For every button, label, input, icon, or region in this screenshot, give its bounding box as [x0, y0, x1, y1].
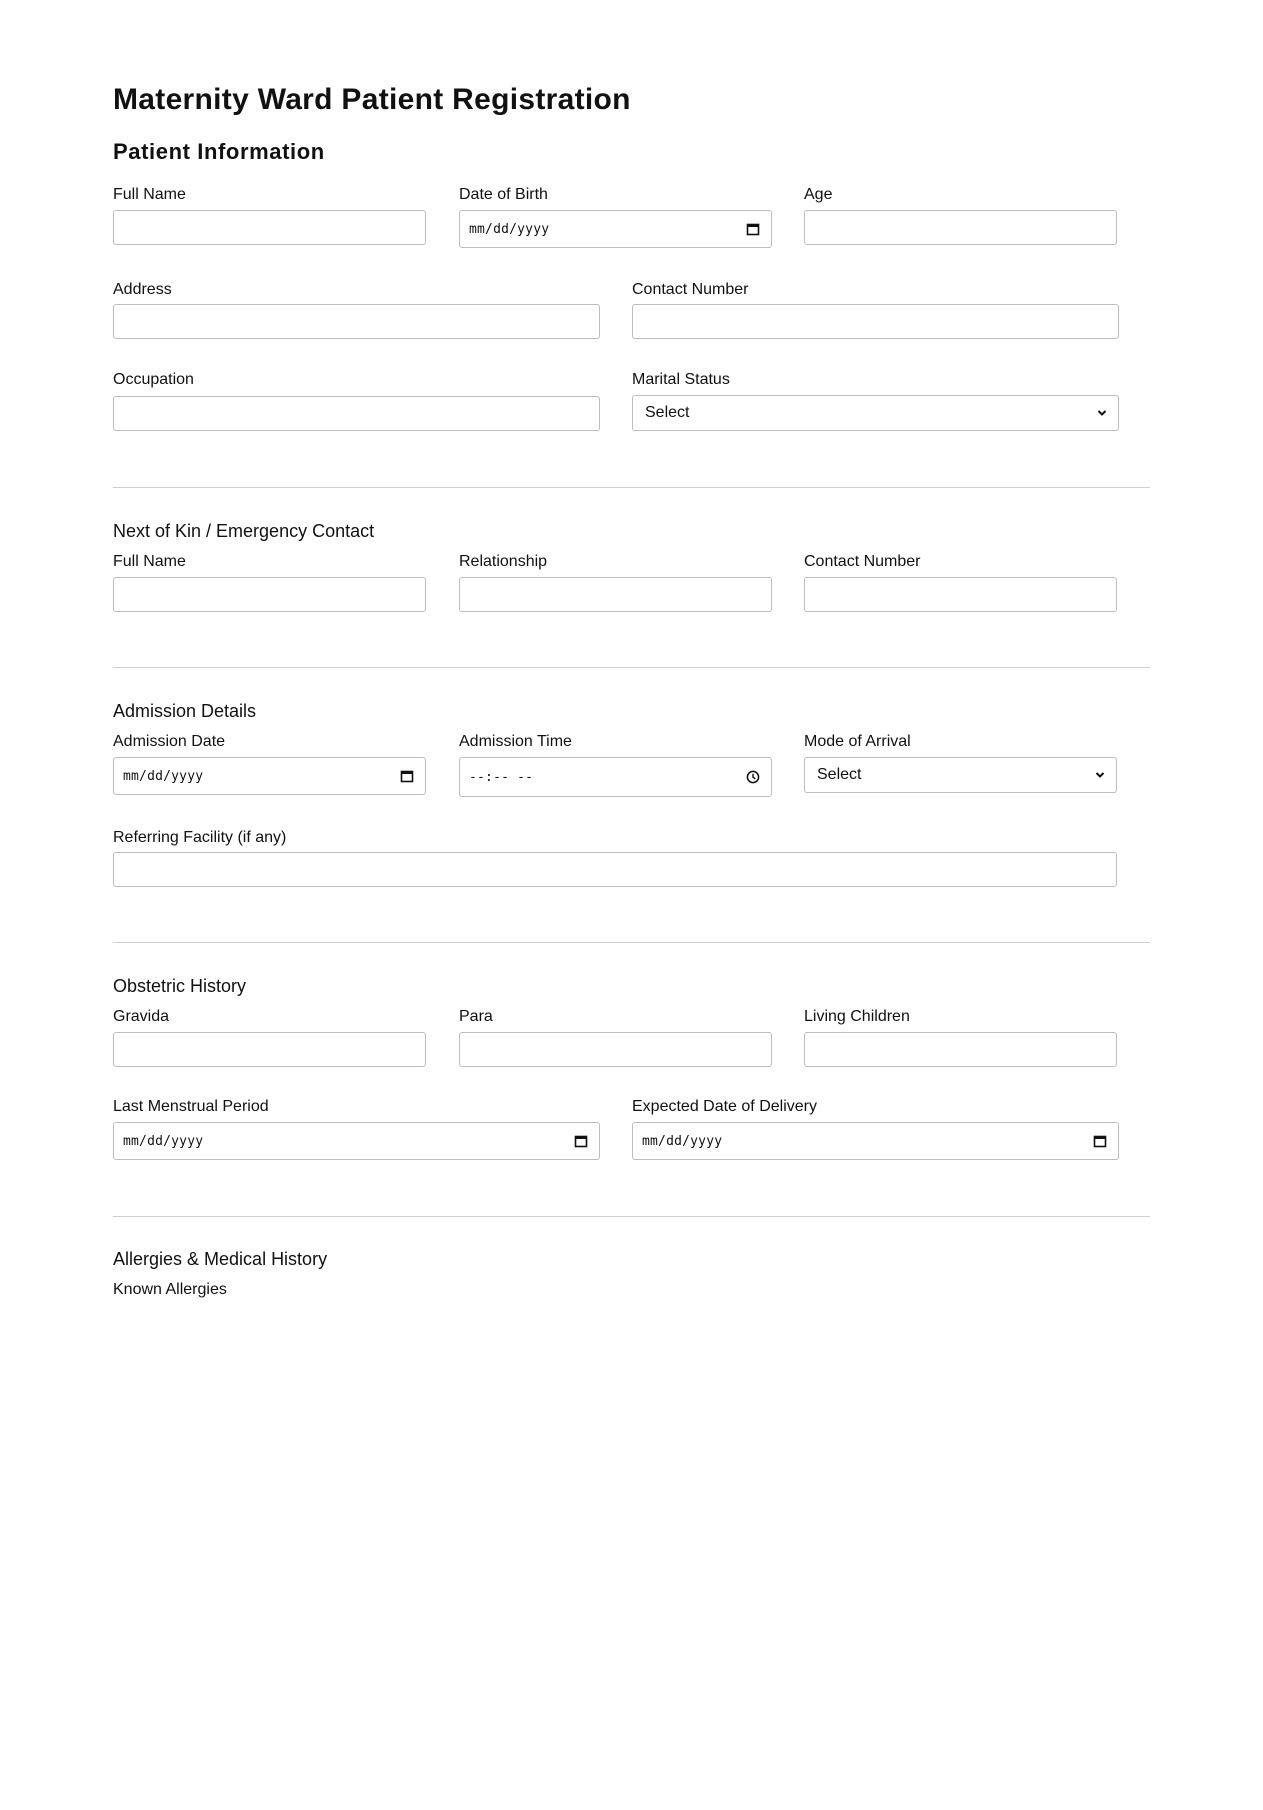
admission-date-input[interactable] — [113, 757, 426, 795]
marital-status-selected: Select — [645, 404, 690, 421]
para-input[interactable] — [459, 1032, 772, 1067]
section-divider — [113, 1216, 1150, 1217]
calendar-icon[interactable] — [1092, 1133, 1108, 1149]
living-children-label: Living Children — [804, 1008, 910, 1025]
date-of-birth-label: Date of Birth — [459, 186, 548, 203]
gravida-label: Gravida — [113, 1008, 170, 1025]
section-divider — [113, 487, 1150, 488]
section-title-obstetric-history: Obstetric History — [113, 976, 247, 996]
date-of-birth-placeholder: mm/dd/yyyy — [469, 221, 550, 237]
kin-contact-number-label: Contact Number — [804, 553, 921, 570]
referring-facility-label: Referring Facility (if any) — [113, 829, 287, 846]
date-of-birth-input[interactable] — [459, 210, 772, 248]
section-divider — [113, 942, 1150, 943]
admission-time-placeholder: --:-- -- — [469, 769, 534, 785]
age-label: Age — [804, 186, 833, 203]
contact-number-input[interactable] — [632, 304, 1119, 339]
section-title-patient-information: Patient Information — [113, 139, 325, 164]
occupation-input[interactable] — [113, 396, 600, 431]
referring-facility-input[interactable] — [113, 852, 1117, 887]
kin-relationship-label: Relationship — [459, 553, 548, 570]
section-divider — [113, 667, 1150, 668]
kin-full-name-input[interactable] — [113, 577, 426, 612]
living-children-input[interactable] — [804, 1032, 1117, 1067]
mode-of-arrival-selected: Select — [817, 766, 862, 783]
section-title-admission-details: Admission Details — [113, 701, 257, 721]
marital-status-label: Marital Status — [632, 371, 730, 388]
occupation-label: Occupation — [113, 371, 194, 388]
edd-placeholder: mm/dd/yyyy — [642, 1133, 723, 1149]
lmp-placeholder: mm/dd/yyyy — [123, 1133, 204, 1149]
mode-of-arrival-select[interactable] — [804, 757, 1117, 793]
chevron-down-icon — [1092, 767, 1108, 783]
gravida-input[interactable] — [113, 1032, 426, 1067]
address-input[interactable] — [113, 304, 600, 339]
full-name-label: Full Name — [113, 186, 186, 203]
admission-date-placeholder: mm/dd/yyyy — [123, 768, 204, 784]
edd-label: Expected Date of Delivery — [632, 1098, 817, 1115]
lmp-date-input[interactable] — [113, 1122, 600, 1160]
chevron-down-icon — [1094, 405, 1110, 421]
kin-full-name-label: Full Name — [113, 553, 186, 570]
marital-status-select[interactable] — [632, 395, 1119, 431]
address-label: Address — [113, 281, 172, 298]
page-title: Maternity Ward Patient Registration — [113, 83, 631, 116]
calendar-icon[interactable] — [399, 768, 415, 784]
full-name-input[interactable] — [113, 210, 426, 245]
para-label: Para — [459, 1008, 493, 1025]
calendar-icon[interactable] — [573, 1133, 589, 1149]
admission-time-input[interactable] — [459, 757, 772, 797]
mode-of-arrival-label: Mode of Arrival — [804, 733, 911, 750]
kin-contact-number-input[interactable] — [804, 577, 1117, 612]
admission-time-label: Admission Time — [459, 733, 572, 750]
lmp-label: Last Menstrual Period — [113, 1098, 269, 1115]
edd-date-input[interactable] — [632, 1122, 1119, 1160]
contact-number-label: Contact Number — [632, 281, 749, 298]
clock-icon[interactable] — [745, 769, 761, 785]
section-title-next-of-kin: Next of Kin / Emergency Contact — [113, 521, 375, 541]
age-input[interactable] — [804, 210, 1117, 245]
calendar-icon[interactable] — [745, 221, 761, 237]
admission-date-label: Admission Date — [113, 733, 226, 750]
known-allergies-label: Known Allergies — [113, 1281, 227, 1298]
section-title-allergies-medical-history: Allergies & Medical History — [113, 1249, 328, 1269]
kin-relationship-input[interactable] — [459, 577, 772, 612]
